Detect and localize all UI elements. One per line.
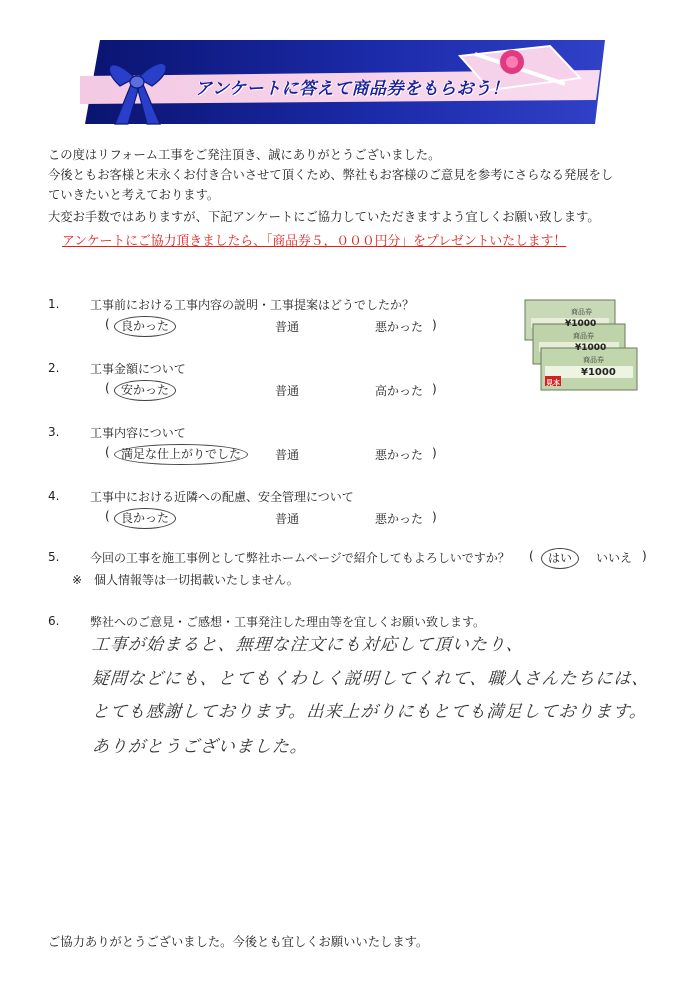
q4-option-average[interactable]: 普通 [275, 512, 300, 526]
q2-text: 工事金額について [90, 362, 186, 376]
q5-privacy-note: ※ 個人情報等は一切掲載いたしません。 [72, 573, 299, 587]
q3-option-satisfied-selected[interactable]: 満足な仕上がりでした [114, 444, 248, 465]
q5-open-paren: ( [529, 549, 534, 563]
q1-option-average[interactable]: 普通 [275, 320, 300, 334]
q4-close-paren: ) [432, 510, 437, 524]
q5-number: 5. [48, 550, 60, 564]
q3-option-average[interactable]: 普通 [275, 448, 300, 462]
voucher-label: 商品券 [571, 308, 592, 316]
q4-text: 工事中における近隣への配慮、安全管理について [90, 490, 354, 504]
q3-text: 工事内容について [90, 426, 186, 440]
q5-option-yes-selected[interactable]: はい [541, 548, 579, 569]
q2-close-paren: ) [432, 382, 437, 396]
q3-number: 3. [48, 425, 60, 439]
gift-announcement: アンケートにご協力頂きましたら、「商品券５，０００円分」をプレゼントいたします！ [62, 234, 567, 249]
q2-number: 2. [48, 361, 60, 375]
q3-close-paren: ) [432, 446, 437, 460]
voucher-sample-stamp: 見本 [546, 379, 560, 387]
q4-number: 4. [48, 489, 60, 503]
q3-option-bad[interactable]: 悪かった [375, 448, 424, 462]
voucher-amount-2: ¥1000 [575, 343, 607, 353]
q5-close-paren: ) [642, 549, 647, 563]
q1-text: 工事前における工事内容の説明・工事提案はどうでしたか？ [90, 298, 415, 312]
voucher-amount-3: ¥1000 [581, 367, 616, 378]
handwritten-answer-line-4: ありがとうございました。 [91, 737, 309, 757]
q4-option-good-selected[interactable]: 良かった [114, 508, 176, 529]
q4-open-paren: ( [105, 509, 110, 523]
intro-line-1: この度はリフォーム工事をご発注頂き、誠にありがとうございました。 [48, 148, 441, 162]
q2-open-paren: ( [105, 381, 110, 395]
intro-line-2: 今後ともお客様と末永くお付き合いさせて頂くため、弊社もお客様のご意見を参考にさらなる発展をし [48, 168, 614, 182]
gift-voucher-image [523, 296, 653, 396]
handwritten-answer-line-1: 工事が始まると、無理な注文にも対応して頂いたり、 [91, 635, 525, 655]
q2-option-average[interactable]: 普通 [275, 384, 300, 398]
q3-open-paren: ( [105, 445, 110, 459]
q5-text: 今回の工事を施工事例として弊社ホームページで紹介してもよろしいですか？ [90, 551, 510, 565]
q1-close-paren: ) [432, 318, 437, 332]
q6-number: 6. [48, 614, 60, 628]
q2-option-cheap-selected[interactable]: 安かった [114, 380, 176, 401]
handwritten-answer-line-2: 疑問などにも、とてもくわしく説明してくれて、職人さんたちには、 [91, 669, 651, 689]
q5-option-no[interactable]: いいえ [596, 551, 633, 565]
closing-message: ご協力ありがとうございました。今後とも宜しくお願いいたします。 [48, 935, 429, 949]
q1-option-good-selected[interactable]: 良かった [114, 316, 176, 337]
handwritten-answer-line-3: とても感謝しております。出来上がりにもとても満足しております。 [91, 702, 648, 722]
q2-option-expensive[interactable]: 高かった [375, 384, 424, 398]
q6-text: 弊社へのご意見・ご感想・工事発注した理由等を宜しくお願い致します。 [90, 615, 486, 629]
voucher-label-3: 商品券 [583, 356, 604, 364]
intro-line-3: ていきたいと考えております。 [48, 188, 220, 202]
q4-option-bad[interactable]: 悪かった [375, 512, 424, 526]
q1-number: 1. [48, 297, 60, 311]
voucher-amount-1: ¥1000 [565, 319, 597, 329]
intro-line-4: 大変お手数ではありますが、下記アンケートにご協力していただきますよう宜しくお願い致します。 [48, 210, 600, 224]
q1-open-paren: ( [105, 317, 110, 331]
q1-option-bad[interactable]: 悪かった [375, 320, 424, 334]
voucher-label-2: 商品券 [573, 332, 594, 340]
banner-title: アンケートに答えて商品券をもらおう！ [195, 79, 509, 99]
